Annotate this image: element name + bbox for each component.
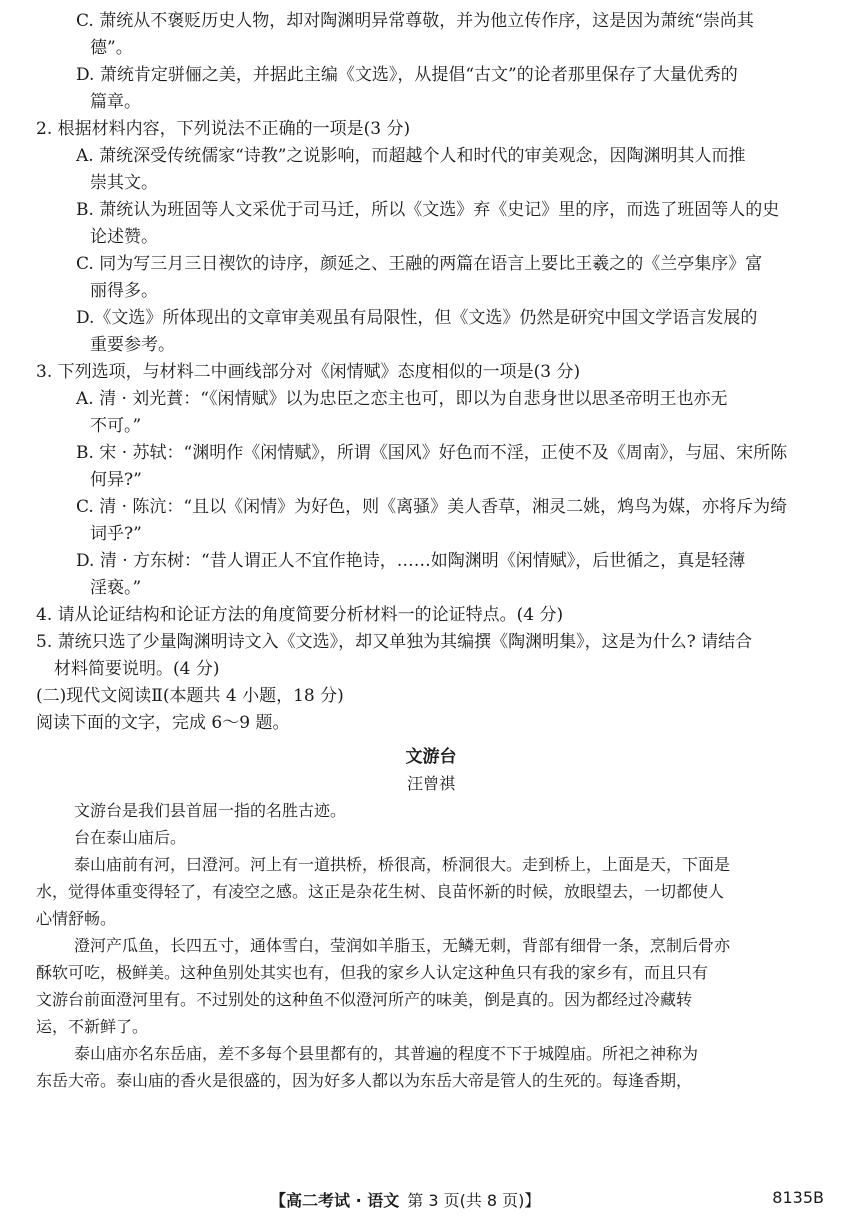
article-line: 运，不新鲜了。 (36, 1017, 149, 1036)
article-line: 酥软可吃，极鲜美。这种鱼别处其实也有，但我的家乡人认定这种鱼只有我的家乡有，而且只有 (36, 963, 709, 982)
question-line: 阅读下面的文字，完成 6～9 题。 (36, 713, 290, 733)
footer-page-number: 第 3 页(共 8 页)】 (407, 1191, 541, 1210)
article-line: 泰山庙亦名东岳庙，差不多每个县里都有的，其普遍的程度不下于城隍庙。所祀之神称为 (74, 1044, 699, 1063)
article-line: 心情舒畅。 (36, 909, 117, 928)
question-line: 4. 请从论证结构和论证方法的角度简要分析材料一的论证特点。(4 分) (36, 605, 564, 625)
question-line: A. 清 · 刘光蕡：“《闲情赋》以为忠臣之恋主也可，即以为自悲身世以思圣帝明王也亦无 (76, 389, 728, 409)
question-line: C. 清 · 陈沆：“且以《闲情》为好色，则《离骚》美人香草，湘灵二姚，鸩鸟为媒，亦将斥为绮 (76, 497, 788, 517)
question-line: 材料简要说明。(4 分) (54, 659, 220, 679)
question-line: 3. 下列选项，与材料二中画线部分对《闲情赋》态度相似的一项是(3 分) (36, 362, 581, 382)
article-line: 澄河产瓜鱼，长四五寸，通体雪白，莹润如羊脂玉，无鳞无刺，背部有细骨一条，烹制后骨亦 (74, 936, 731, 955)
question-line: 篇章。 (90, 92, 141, 112)
question-line: C. 萧统从不褒贬历史人物，却对陶渊明异常尊敬，并为他立传作序，这是因为萧统“崇尚其 (76, 11, 754, 31)
question-line: A. 萧统深受传统儒家“诗教”之说影响，而超越个人和时代的审美观念，因陶渊明其人而推 (76, 146, 746, 166)
question-line: B. 萧统认为班固等人文采优于司马迁，所以《文选》弃《史记》里的序，而选了班固等人的史 (76, 200, 780, 220)
article-line: 东岳大帝。泰山庙的香火是很盛的，因为好多人都以为东岳大帝是管人的生死的。每逢香期， (36, 1071, 693, 1090)
question-line: D.《文选》所体现出的文章审美观虽有局限性，但《文选》仍然是研究中国文学语言发展的 (76, 308, 758, 328)
article-line: 文游台是我们县首屈一指的名胜古迹。 (74, 801, 347, 820)
question-line: 丽得多。 (90, 281, 158, 301)
footer-subject: 【高二考试 · 语文 (270, 1191, 400, 1210)
article-author: 汪曾祺 (406, 774, 455, 793)
question-line: 德”。 (90, 38, 133, 58)
question-line: 淫亵。” (90, 578, 142, 598)
question-line: D. 萧统肯定骈俪之美，并据此主编《文选》，从提倡“古文”的论者那里保存了大量优秀的 (76, 65, 738, 85)
article-line: 泰山庙前有河，曰澄河。河上有一道拱桥，桥很高，桥洞很大。走到桥上，上面是天，下面是 (74, 855, 731, 874)
question-line: 2. 根据材料内容，下列说法不正确的一项是(3 分) (36, 119, 411, 139)
question-line: C. 同为写三月三日禊饮的诗序，颜延之、王融的两篇在语言上要比王羲之的《兰亭集序》富 (76, 254, 763, 274)
article-title: 文游台 (405, 747, 457, 767)
footer-exam-title (270, 1188, 540, 1211)
article-line: 文游台前面澄河里有。不过别处的这种鱼不似澄河所产的味美，倒是真的。因为都经过冷藏转 (36, 990, 693, 1009)
question-line: B. 宋 · 苏轼：“渊明作《闲情赋》，所谓《国风》好色而不淫，正使不及《周南》，与屈、宋所陈 (76, 443, 788, 463)
question-section (36, 8, 826, 737)
question-line: 重要参考。 (90, 335, 175, 355)
question-line: 词乎?” (90, 524, 142, 544)
article-line: 台在泰山庙后。 (74, 828, 187, 847)
footer-code: 8135B (772, 1188, 824, 1207)
article-body (36, 797, 826, 1094)
question-line: 论述赞。 (90, 227, 158, 247)
question-line: 5. 萧统只选了少量陶渊明诗文入《文选》，却又单独为其编撰《陶渊明集》，这是为什么? 请结合 (36, 632, 753, 652)
question-line: 崇其文。 (90, 173, 158, 193)
question-line: D. 清 · 方东树：“昔人谓正人不宜作艳诗，……如陶渊明《闲情赋》，后世循之，真是轻薄 (76, 551, 746, 571)
article-line: 水，觉得体重变得轻了，有凌空之感。这正是杂花生树、良苗怀新的时候，放眼望去，一切都使人 (36, 882, 725, 901)
question-line: (二)现代文阅读Ⅱ(本题共 4 小题，18 分) (36, 686, 344, 706)
question-line: 何异?” (90, 470, 142, 490)
exam-page (36, 8, 826, 1094)
question-line: 不可。” (90, 416, 142, 436)
